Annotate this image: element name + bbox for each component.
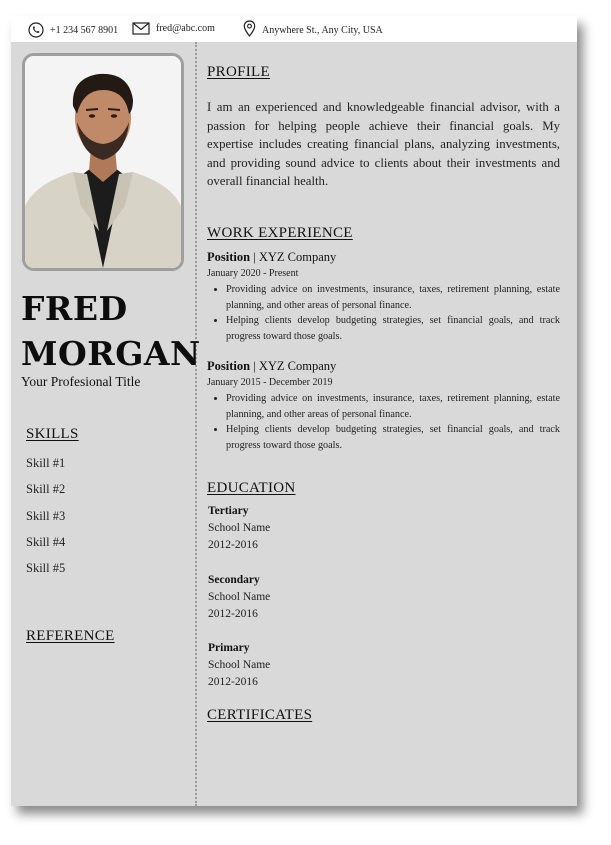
- work-experience-heading: WORK EXPERIENCE: [207, 225, 353, 241]
- education-level: Tertiary: [208, 505, 249, 517]
- skills-list: [26, 456, 65, 587]
- job-position: Position: [207, 250, 251, 264]
- address-text: Anywhere St., Any City, USA: [262, 24, 383, 36]
- reference-heading: REFERENCE: [26, 628, 115, 644]
- education-entry: [208, 503, 270, 554]
- job-company: XYZ Company: [258, 250, 337, 264]
- job-bullets: [207, 282, 560, 344]
- job-bullet: • Helping clients develop budgeting strategies, set financial goals, and track progress toward those goals.: [226, 313, 560, 344]
- school-name: School Name: [208, 591, 271, 603]
- skill-item: Skill #1: [26, 456, 66, 470]
- profile-heading: PROFILE: [207, 64, 270, 80]
- professional-title: Your Profesional Title: [21, 374, 141, 389]
- education-entry: [208, 640, 270, 691]
- skill-item: Skill #3: [26, 508, 66, 523]
- job-position: Position: [207, 359, 251, 373]
- skill-item: Skill #5: [26, 561, 66, 576]
- contact-bar: [11, 16, 577, 42]
- job-dates: January 2020 - Present: [207, 268, 299, 279]
- mail-icon: [132, 22, 150, 35]
- profile-photo: [22, 53, 184, 271]
- column-divider: [195, 42, 197, 806]
- school-name: School Name: [208, 522, 271, 534]
- contact-phone: [28, 22, 118, 38]
- education-heading: EDUCATION: [207, 480, 296, 496]
- phone-text: +1 234 567 8901: [50, 24, 119, 36]
- resume-page: [11, 16, 577, 806]
- contact-address: [243, 20, 383, 37]
- job-entry: [207, 250, 560, 344]
- skill-item: Skill #2: [26, 482, 66, 497]
- job-header: Position | XYZ Company: [207, 250, 337, 264]
- education-years: 2012-2016: [208, 608, 258, 620]
- job-bullets: [207, 391, 560, 453]
- first-name: FRED: [21, 289, 128, 328]
- person-name: [21, 286, 201, 376]
- location-pin-icon: [243, 20, 256, 37]
- job-company: XYZ Company: [258, 359, 337, 373]
- education-years: 2012-2016: [208, 539, 258, 551]
- job-dates: January 2015 - December 2019: [207, 377, 333, 388]
- school-name: School Name: [208, 659, 271, 671]
- skill-item: Skill #4: [26, 534, 66, 549]
- skills-heading: SKILLS: [26, 426, 79, 442]
- education-years: 2012-2016: [208, 676, 258, 688]
- job-bullet: • Providing advice on investments, insurance, taxes, retirement planning, estate planning, and other areas of personal finance.: [226, 282, 560, 313]
- profile-text: I am an experienced and knowledgeable financial advisor, with a passion for helping people achieve their financial goals. My expertise includes creating financial plans, analyzing investments, and providing sound advice to clients about their investments and overall financial health.: [207, 100, 560, 188]
- phone-icon: [28, 22, 44, 38]
- job-header: Position | XYZ Company: [207, 359, 337, 373]
- education-level: Primary: [208, 642, 250, 654]
- job-entry: [207, 359, 560, 453]
- job-bullet: • Helping clients develop budgeting strategies, set financial goals, and track progress toward those goals.: [226, 422, 560, 453]
- last-name: MORGAN: [21, 334, 201, 373]
- education-level: Secondary: [208, 574, 260, 586]
- certificates-heading: CERTIFICATES: [207, 707, 313, 723]
- job-bullet: • Providing advice on investments, insurance, taxes, retirement planning, estate planning, and other areas of personal finance.: [226, 391, 560, 422]
- email-text: fred@abc.com: [156, 23, 215, 34]
- education-entry: [208, 572, 270, 623]
- contact-email[interactable]: [132, 22, 215, 35]
